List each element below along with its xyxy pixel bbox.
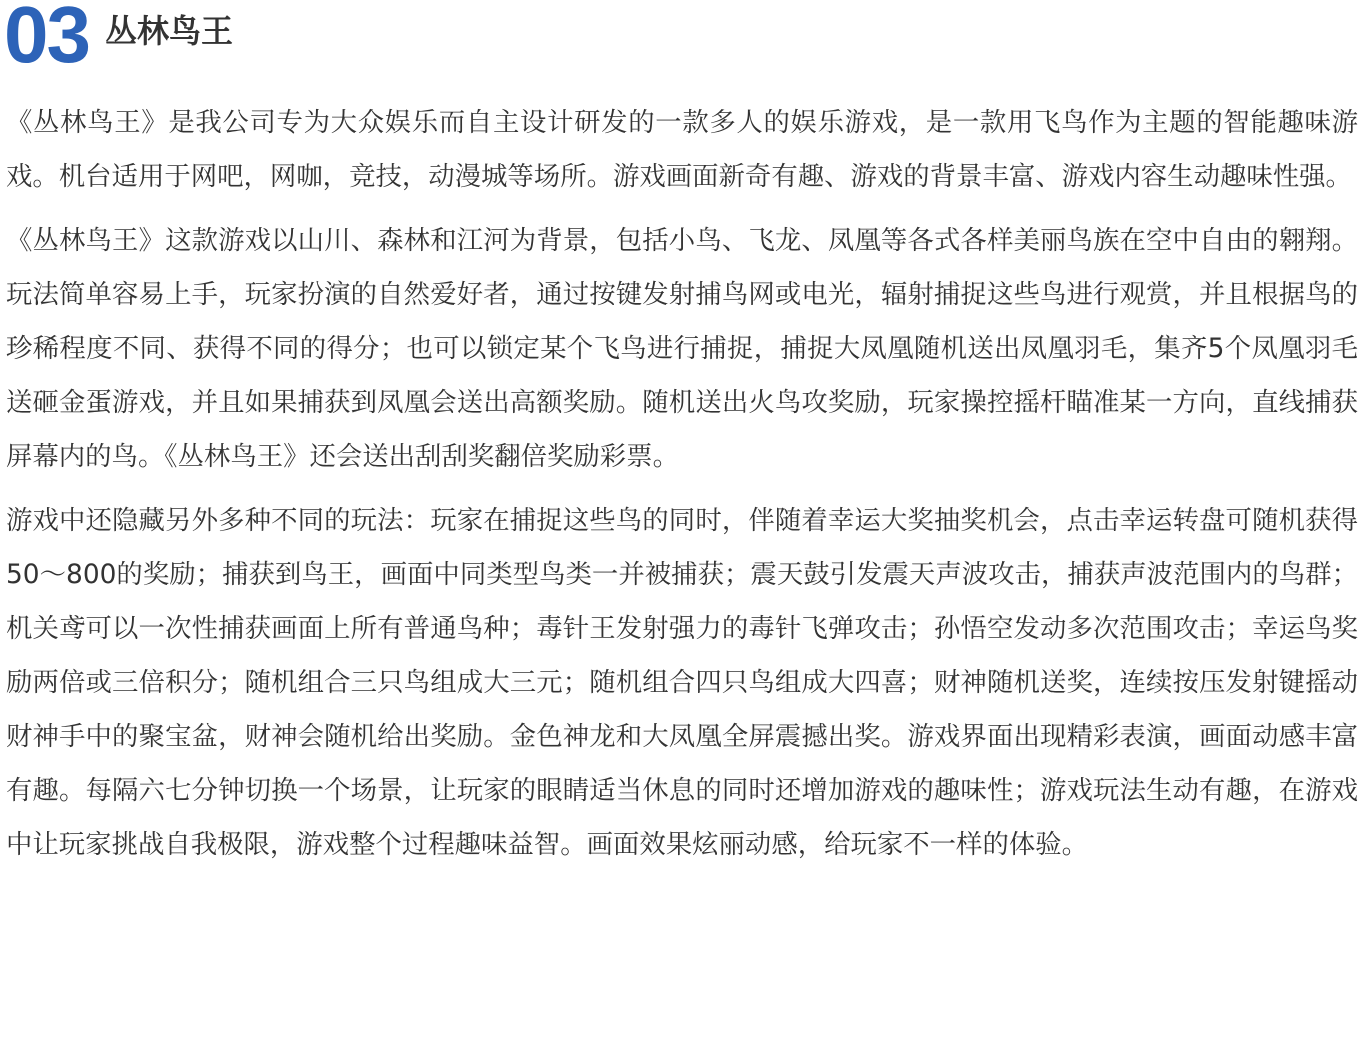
section-number: 03: [4, 0, 89, 79]
paragraph-gameplay: 《丛林鸟王》这款游戏以山川、森林和江河为背景，包括小鸟、飞龙、凤凰等各式各样美丽鸟族在空中自由的翱翔。玩法简单容易上手，玩家扮演的自然爱好者，通过按键发射捕鸟网或电光，辐射捕捉这些鸟进行观赏，并且根据鸟的珍稀程度不同、获得不同的得分；也可以锁定某个飞鸟进行捕捉，捕捉大凤凰随机送出凤凰羽毛，集齐5个凤凰羽毛送砸金蛋游戏，并且如果捕获到凤凰会送出高额奖励。随机送出火鸟攻奖励，玩家操控摇杆瞄准某一方向，直线捕获屏幕内的鸟。《丛林鸟王》还会送出刮刮奖翻倍奖励彩票。: [6, 225, 1358, 472]
article-body: [6, 96, 1358, 882]
section-header: [4, 0, 233, 79]
paragraph-features: 游戏中还隐藏另外多种不同的玩法：玩家在捕捉这些鸟的同时，伴随着幸运大奖抽奖机会，点击幸运转盘可随机获得50～800的奖励；捕获到鸟王，画面中同类型鸟类一并被捕获；震天鼓引发震天声波攻击，捕获声波范围内的鸟群；机关鸢可以一次性捕获画面上所有普通鸟种；毒针王发射强力的毒针飞弹攻击；孙悟空发动多次范围攻击；幸运鸟奖励两倍或三倍积分；随机组合三只鸟组成大三元；随机组合四只鸟组成大四喜；财神随机送奖，连续按压发射键摇动财神手中的聚宝盆，财神会随机给出奖励。金色神龙和大凤凰全屏震撼出奖。游戏界面出现精彩表演，画面动感丰富有趣。每隔六七分钟切换一个场景，让玩家的眼睛适当休息的同时还增加游戏的趣味性；游戏玩法生动有趣，在游戏中让玩家挑战自我极限，游戏整个过程趣味益智。画面效果炫丽动感，给玩家不一样的体验。: [6, 505, 1358, 860]
section-title: 丛林鸟王: [104, 12, 233, 50]
paragraph-intro: 《丛林鸟王》是我公司专为大众娱乐而自主设计研发的一款多人的娱乐游戏，是一款用飞鸟作为主题的智能趣味游戏。机台适用于网吧，网咖，竞技，动漫城等场所。游戏画面新奇有趣、游戏的背景丰富、游戏内容生动趣味性强。: [6, 107, 1358, 192]
